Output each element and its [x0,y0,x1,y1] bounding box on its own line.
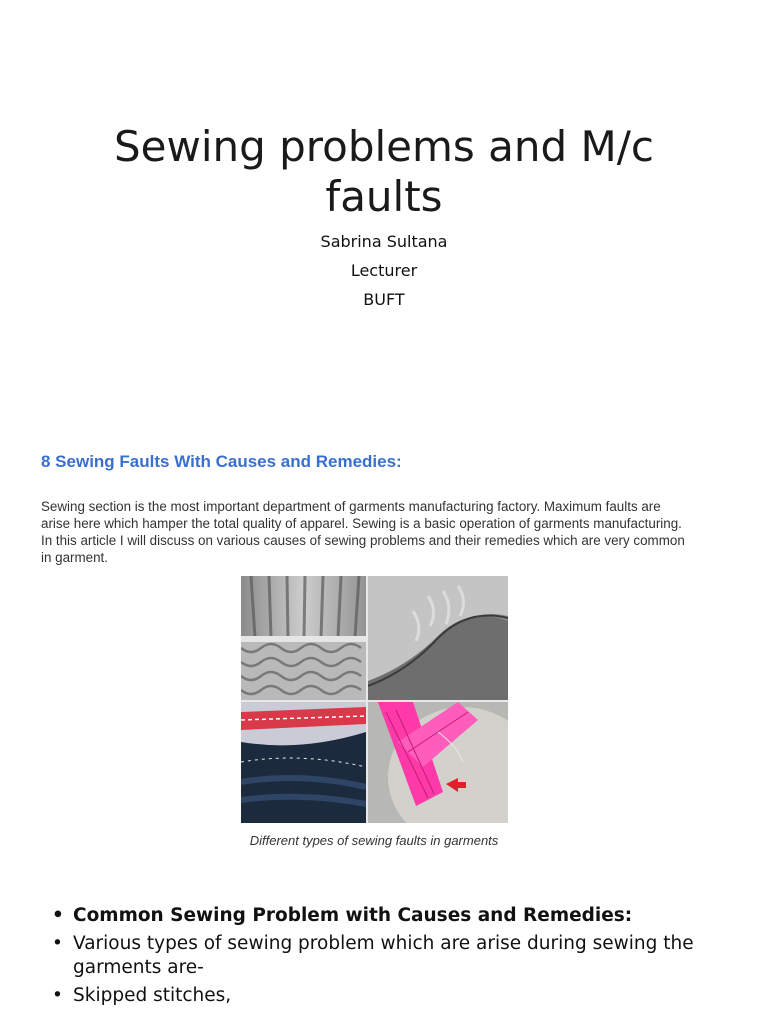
bullet-item: • Common Sewing Problem with Causes and Remedies: [52,904,742,928]
sewing-faults-photo-grid [241,576,508,823]
image-caption: Different types of sewing faults in garments [249,833,499,848]
slide-title: Sewing problems and M/c faults [113,122,654,221]
article-body: Sewing section is the most important department of garments manufacturing factory. Maximum faults are arise here which hamper the total quality of apparel. Sewing is a basic operation of garments manufacturing. In this article I will discuss on various causes of sewing problems and their remedies which are very common in garment. [41,499,685,565]
article-heading: 8 Sewing Faults With Causes and Remedies: [41,452,402,471]
gathered-seam-photo [368,576,508,700]
author-name: Sabrina Sultana [320,232,448,251]
author-institution: BUFT [363,290,405,309]
pink-strap-fault-photo [368,702,508,823]
puckered-seam-photo [241,576,366,700]
broken-stitch-photo [241,702,366,823]
bullet-item: • Skipped stitches, [52,984,742,1008]
bullet-item: • Various types of sewing problem which are arise during sewing the garments are- [52,932,742,980]
author-role: Lecturer [350,261,418,280]
bullet-list [52,904,742,1012]
